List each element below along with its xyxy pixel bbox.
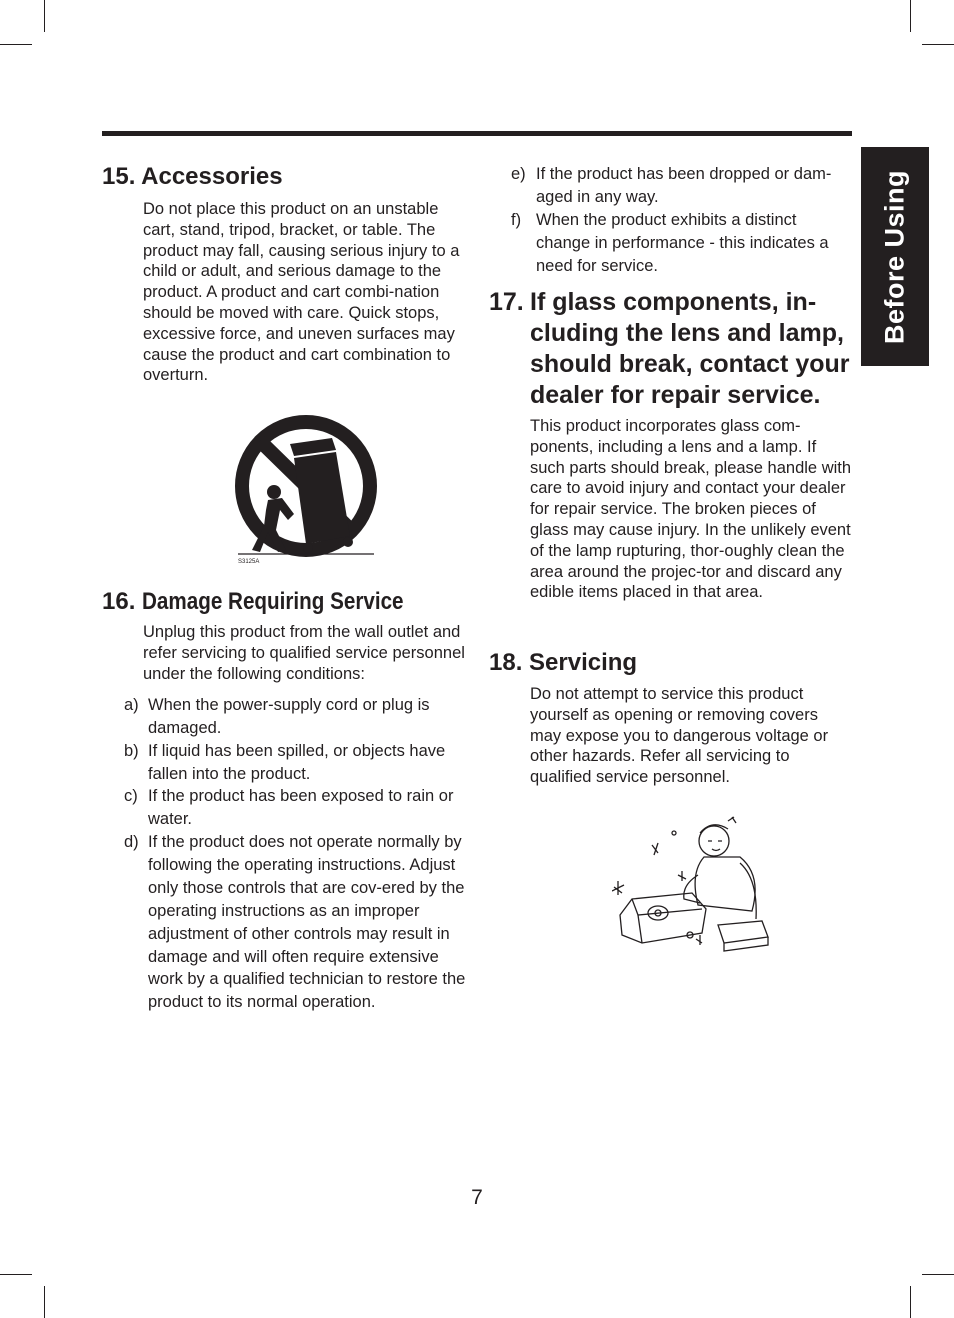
list-text: If the product has been exposed to rain or water. [148, 787, 454, 828]
section-body: Do not place this product on an unstable cart, stand, tripod, bracket, or table. The product may fall, causing serious injury to a child or adult, and serious damage to the product. A product and cart combi-nation should be moved with care. Quick stops, excessive force, and uneven surfaces may cause the product and cart combination to overturn. [143, 200, 460, 385]
section-body: Unplug this product from the wall outlet and refer servicing to qualified service personnel under the following conditions: [143, 623, 465, 683]
page-number: 7 [471, 1186, 483, 1209]
section-title: If glass components, in-cluding the lens and lamp, should break, contact your dealer for repair service. [530, 288, 850, 409]
section-body: Do not attempt to service this product yourself as opening or removing covers may expose you to dangerous voltage or other hazards. Refer all servicing to qualified service personnel. [530, 685, 829, 787]
section-number: 18. [489, 649, 523, 676]
crop-mark [44, 0, 45, 32]
technician-repair-icon [612, 815, 777, 955]
figure-code: S3125A [238, 559, 260, 565]
section-title: Servicing [529, 649, 638, 676]
side-tab-label: Before Using [879, 169, 910, 344]
crop-mark [910, 0, 911, 32]
list-text: If liquid has been spilled, or objects have fallen into the product. [148, 742, 446, 783]
section-heading [489, 648, 854, 678]
list-text: If the product does not operate normally by following the operating instructions. Adjust only those controls that are cov-ered by the operating instructions as an improper adjustment of other controls may result in damage and will often require extensive work by a qualified technician to restore the product to its normal operation. [148, 833, 466, 1012]
list-marker: c) [124, 787, 138, 805]
side-tab [861, 147, 929, 366]
section-number: 16. [102, 588, 136, 615]
section-number: 15. [102, 163, 136, 190]
section-18 [489, 648, 854, 678]
crop-mark [0, 1274, 32, 1275]
section-heading [102, 587, 472, 617]
crop-mark [922, 44, 954, 45]
list-text: When the power-supply cord or plug is damaged. [148, 696, 430, 737]
section-body: This product incorporates glass com-ponents, including a lens and a lamp. If such parts should break, please handle with care to avoid injury and contact your dealer for repair service. The broken pieces of glass may cause injury. In the unlikely event of the lamp rupturing, thor-oughly clean the area around the projec-tor and discard any edible items placed in that area. [530, 417, 852, 602]
section-title: Damage Requiring Service [142, 588, 404, 615]
header-rule [102, 131, 852, 136]
no-cart-tipping-icon [232, 414, 382, 574]
list-marker: a) [124, 696, 139, 714]
section-number: 17. [489, 288, 524, 316]
cart-warning-figure [232, 414, 382, 574]
crop-mark [0, 44, 32, 45]
list-marker: f) [511, 211, 522, 229]
section-title: Accessories [141, 163, 283, 190]
servicing-illustration [612, 815, 777, 955]
section-heading [102, 162, 472, 192]
list-marker: d) [124, 833, 139, 851]
list-marker: e) [511, 165, 526, 183]
list-marker: b) [124, 742, 139, 760]
section-15 [102, 162, 472, 192]
list-text: When the product exhibits a distinct change in performance - this indicates a need for service. [536, 211, 829, 275]
list-text: If the product has been dropped or dam-aged in any way. [536, 165, 832, 206]
section-17 [489, 287, 854, 411]
crop-mark [910, 1286, 911, 1318]
crop-mark [922, 1274, 954, 1275]
section-16 [102, 587, 472, 617]
crop-mark [44, 1286, 45, 1318]
